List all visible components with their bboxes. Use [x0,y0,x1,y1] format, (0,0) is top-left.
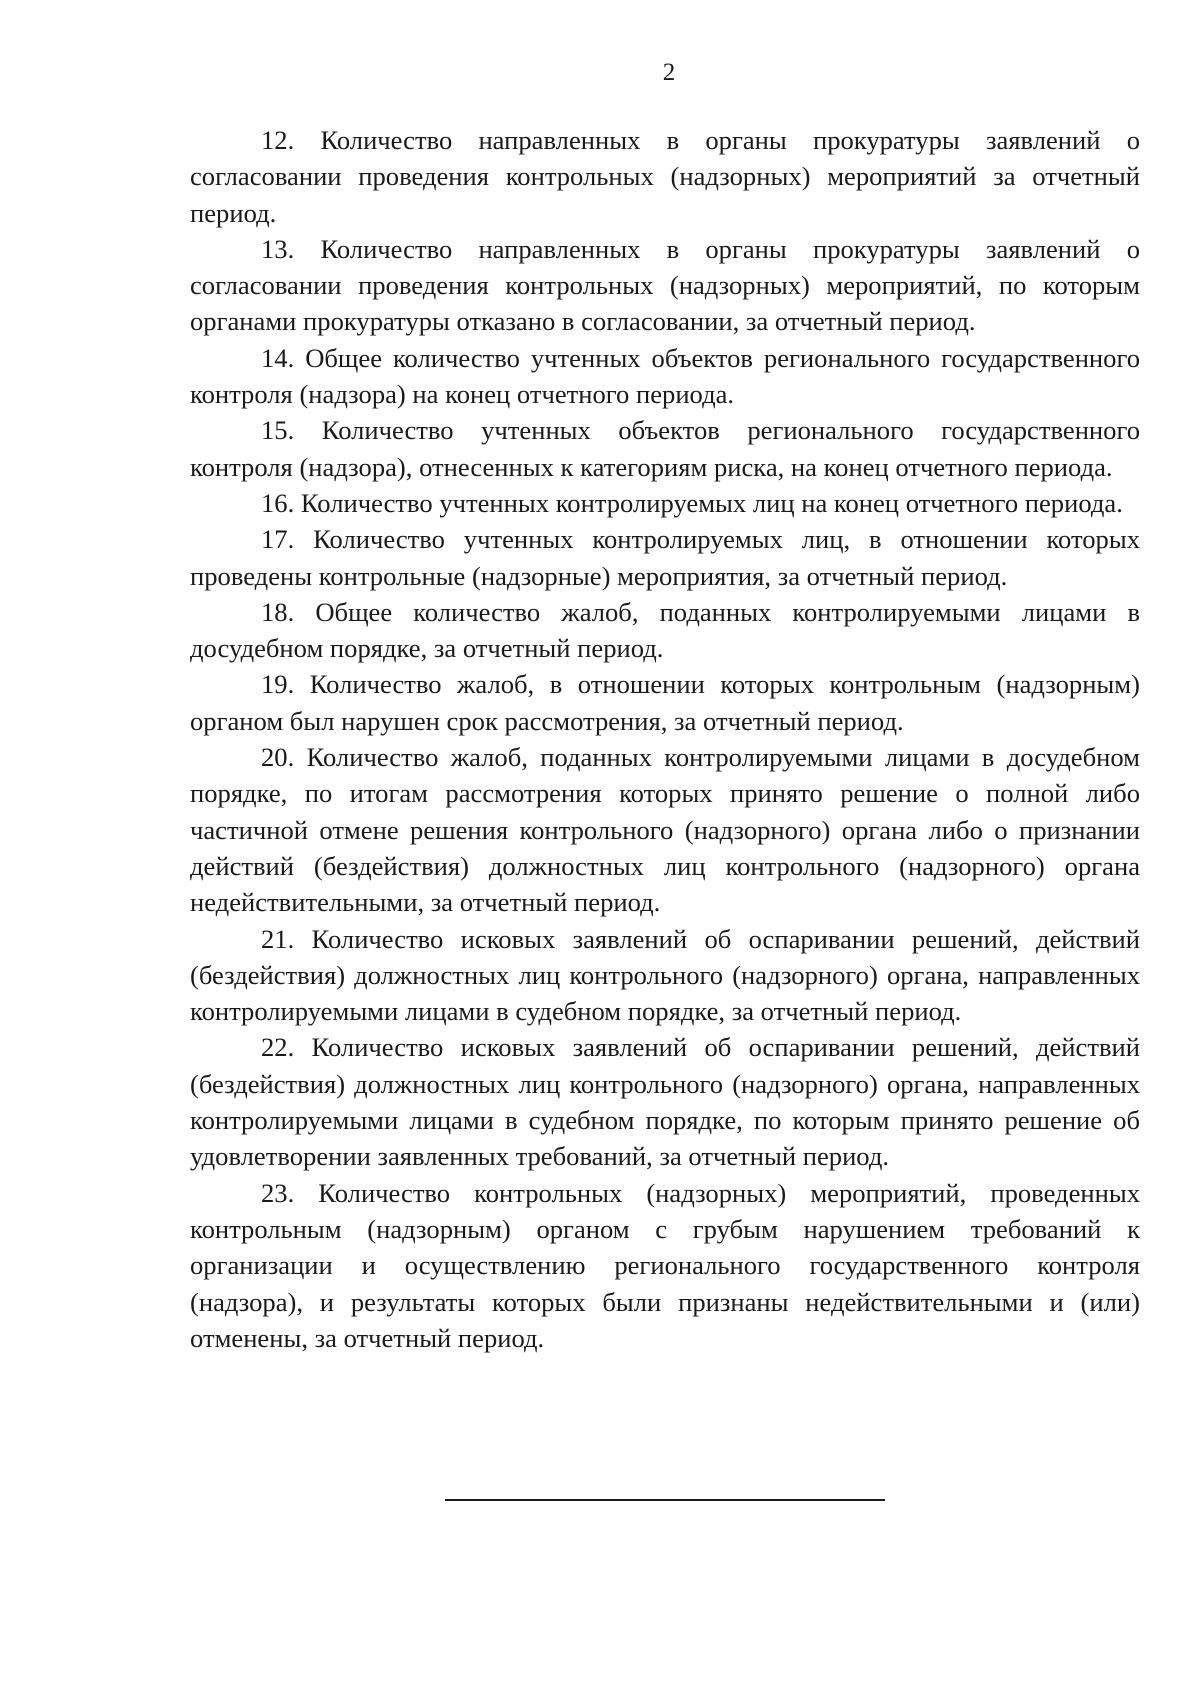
list-item-22: 22. Количество исковых заявлений об оспаривании решений, действий (бездействия) должностных лиц контрольного (надзорного) органа, направленных контролируемыми лицами в судебном порядке, по которым принято решение об удовлетворении заявленных требований, за отчетный период. [190,1032,1140,1172]
page-number: 2 [662,59,676,86]
list-item-20: 20. Количество жалоб, поданных контролируемыми лицами в досудебном порядке, по итогам рассмотрения которых принято решение о полной либо частичной отмене решения контрольного (надзорного) органа либо о признании действий (бездействия) должностных лиц контрольного (надзорного) органа недействительными, за отчетный период. [190,742,1140,918]
list-item-15: 15. Количество учтенных объектов регионального государственного контроля (надзора), отнесенных к категориям риска, на конец отчетного периода. [190,415,1140,482]
document-body [190,122,1140,1356]
list-item-21: 21. Количество исковых заявлений об оспаривании решений, действий (бездействия) должностных лиц контрольного (надзорного) органа, направленных контролируемыми лицами в судебном порядке, за отчетный период. [190,923,1140,1027]
list-item-17: 17. Количество учтенных контролируемых лиц, в отношении которых проведены контрольные (надзорные) мероприятия, за отчетный период. [190,524,1140,591]
list-item-14: 14. Общее количество учтенных объектов регионального государственного контроля (надзора) на конец отчетного периода. [190,342,1140,410]
list-item-13: 13. Количество направленных в органы прокуратуры заявлений о согласовании проведения контрольных (надзорных) мероприятий, по которым органами прокуратуры отказано в согласовании, за отчетный период. [190,233,1140,337]
list-item-23: 23. Количество контрольных (надзорных) мероприятий, проведенных контрольным (надзорным) органом с грубым нарушением требований к организации и осуществлению регионального государственного контроля (надзора), и результаты которых были признаны недействительными и (или) отменены, за отчетный период. [190,1177,1140,1353]
list-item-19: 19. Количество жалоб, в отношении которых контрольным (надзорным) органом был нарушен срок рассмотрения, за отчетный период. [190,669,1140,736]
end-of-document-line [445,1499,885,1501]
list-item-16: 16. Количество учтенных контролируемых лиц на конец отчетного периода. [261,487,1123,518]
list-item-18: 18. Общее количество жалоб, поданных контролируемыми лицами в досудебном порядке, за отчетный период. [190,596,1140,664]
list-item-12: 12. Количество направленных в органы прокуратуры заявлений о согласовании проведения контрольных (надзорных) мероприятий за отчетный период. [190,125,1140,228]
